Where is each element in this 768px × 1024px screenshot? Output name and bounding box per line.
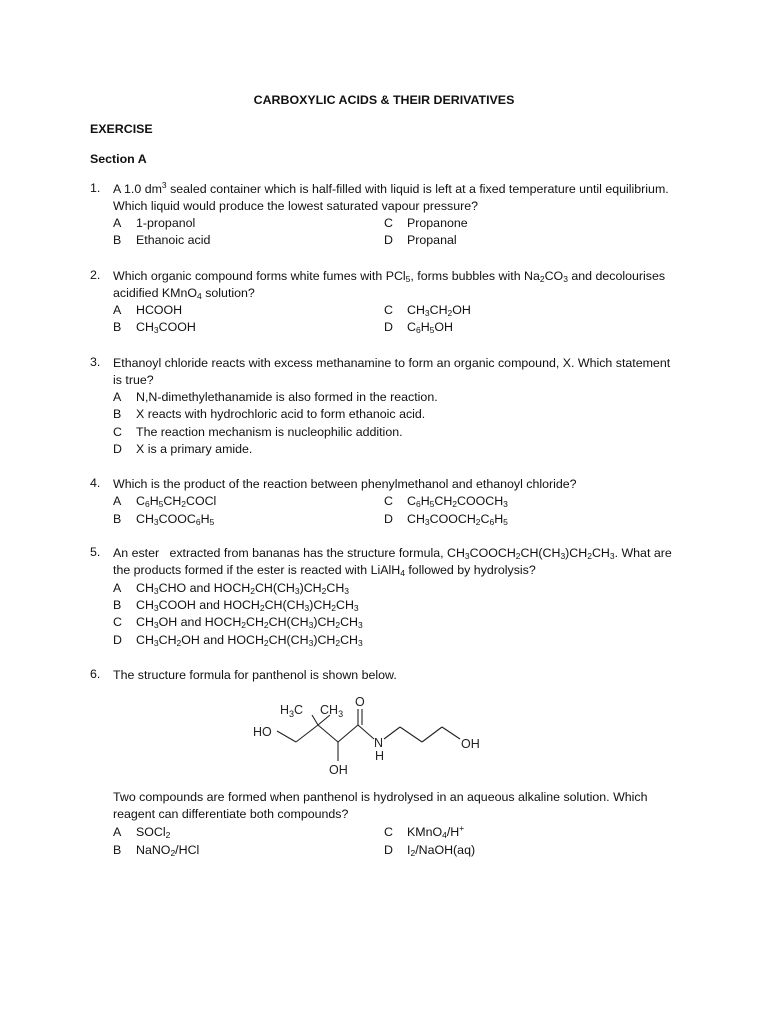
question-text: An ester extracted from bananas has the structure formula, $CH_3COOCH_2CH(CH_3)CH_2CH_3$. What are the products formed if the ester is reacted with LiAlH$_4$ followed by hydrolysis? bbox=[113, 546, 672, 578]
option-text: $CH_3COOH$ and $HOCH_2CH(CH_3)CH_2CH_3$ bbox=[136, 598, 359, 613]
option-text: NaNO$_2$/HCl bbox=[136, 843, 200, 858]
structure-label-oh-bottom: OH bbox=[329, 763, 348, 777]
structure-label-ho: HO bbox=[253, 725, 272, 739]
option-letter: D bbox=[113, 442, 122, 456]
option-text: SOCl$_2$ bbox=[136, 825, 171, 840]
structure-label-h3c: $H_3C$ bbox=[280, 703, 304, 719]
question-text: A 1.0 $dm^3$ sealed container which is half-filled with liquid is left at a fixed temperature until equilibrium. Which liquid would produce the lowest saturated vapour pressure? bbox=[113, 180, 669, 213]
option-letter: D bbox=[113, 633, 122, 647]
option-text: $CH_3COOCH_2C_6H_5$ bbox=[407, 512, 508, 527]
option-letter: C bbox=[384, 303, 393, 317]
option-letter: B bbox=[113, 233, 122, 247]
question-text: Two compounds are formed when panthenol is hydrolysed in an aqueous alkaline solution. Which reagent can differentiate both compounds? bbox=[113, 790, 648, 821]
question-number: 4. bbox=[90, 476, 101, 490]
option-text: Propanone bbox=[407, 216, 468, 230]
option-text: $C_6H_5CH_2COCl$ bbox=[136, 494, 217, 509]
question-text: Which is the product of the reaction between phenylmethanol and ethanoyl chloride? bbox=[113, 477, 577, 491]
option-letter: A bbox=[113, 390, 122, 404]
option-text: X is a primary amide. bbox=[136, 442, 253, 456]
option-text: $CH_3OH$ and $HOCH_2CH_2CH(CH_3)CH_2CH_3$ bbox=[136, 615, 363, 630]
option-letter: B bbox=[113, 843, 122, 857]
option-letter: A bbox=[113, 216, 122, 230]
question-number: 1. bbox=[90, 181, 101, 195]
option-letter: C bbox=[113, 425, 122, 439]
option-text: N,N-dimethylethanamide is also formed in the reaction. bbox=[136, 390, 438, 404]
question-text: Which organic compound forms white fumes with PCl$_5$, forms bubbles with $Na_2CO_3$ and decolourises acidified KMnO$_4$ solution? bbox=[113, 269, 666, 301]
option-text: $CH_3CH_2OH$ and $HOCH_2CH(CH_3)CH_2CH_3$ bbox=[136, 633, 363, 648]
section-heading: Section A bbox=[90, 152, 147, 166]
option-text: 1-propanol bbox=[136, 216, 196, 230]
option-letter: C bbox=[384, 494, 393, 508]
question-number: 2. bbox=[90, 268, 101, 282]
structure-bonds bbox=[277, 709, 460, 761]
option-text: $C_6H_5CH_2COOCH_3$ bbox=[407, 494, 508, 509]
option-text: Ethanoic acid bbox=[136, 233, 211, 247]
option-letter: A bbox=[113, 825, 122, 839]
panthenol-structure-diagram bbox=[250, 695, 490, 780]
page-title: CARBOXYLIC ACIDS & THEIR DERIVATIVES bbox=[253, 93, 515, 107]
option-letter: D bbox=[384, 320, 393, 334]
option-text: X reacts with hydrochloric acid to form ethanoic acid. bbox=[136, 407, 426, 421]
option-text: $CH_3CHO$ and $HOCH_2CH(CH_3)CH_2CH_3$ bbox=[136, 581, 350, 596]
option-letter: C bbox=[384, 216, 393, 230]
question-number: 3. bbox=[90, 355, 101, 369]
option-text: $CH_3CH_2OH$ bbox=[407, 303, 471, 318]
option-text: $CH_3COOC_6H_5$ bbox=[136, 512, 215, 527]
option-text: HCOOH bbox=[136, 303, 183, 317]
structure-label-n: N bbox=[374, 736, 384, 750]
option-letter: D bbox=[384, 843, 393, 857]
option-text: The reaction mechanism is nucleophilic addition. bbox=[136, 425, 403, 439]
exercise-heading: EXERCISE bbox=[90, 122, 153, 136]
question-text: The structure formula for panthenol is shown below. bbox=[113, 668, 397, 682]
option-letter: C bbox=[113, 615, 122, 629]
structure-label-h: H bbox=[375, 749, 385, 763]
option-text: $CH_3COOH$ bbox=[136, 320, 196, 335]
option-letter: A bbox=[113, 303, 122, 317]
option-text: $C_6H_5OH$ bbox=[407, 320, 453, 335]
option-text: Propanal bbox=[407, 233, 457, 247]
question-number: 5. bbox=[90, 545, 101, 559]
option-letter: C bbox=[384, 825, 393, 839]
question-text: Ethanoyl chloride reacts with excess methanamine to form an organic compound, X. Which statement is true? bbox=[113, 356, 671, 387]
option-letter: A bbox=[113, 494, 122, 508]
question-number: 6. bbox=[90, 667, 101, 681]
option-letter: D bbox=[384, 233, 393, 247]
structure-label-ch3: $CH_3$ bbox=[320, 703, 344, 719]
structure-label-oh-right: OH bbox=[461, 737, 480, 751]
option-letter: B bbox=[113, 320, 122, 334]
option-letter: A bbox=[113, 581, 122, 595]
option-letter: B bbox=[113, 407, 122, 421]
option-text: KMnO$_4$/H+ bbox=[407, 823, 465, 840]
option-letter: B bbox=[113, 512, 122, 526]
option-text: $I_2/NaOH(aq)$ bbox=[407, 843, 476, 858]
option-letter: D bbox=[384, 512, 393, 526]
structure-label-o: O bbox=[355, 695, 365, 709]
option-letter: B bbox=[113, 598, 122, 612]
